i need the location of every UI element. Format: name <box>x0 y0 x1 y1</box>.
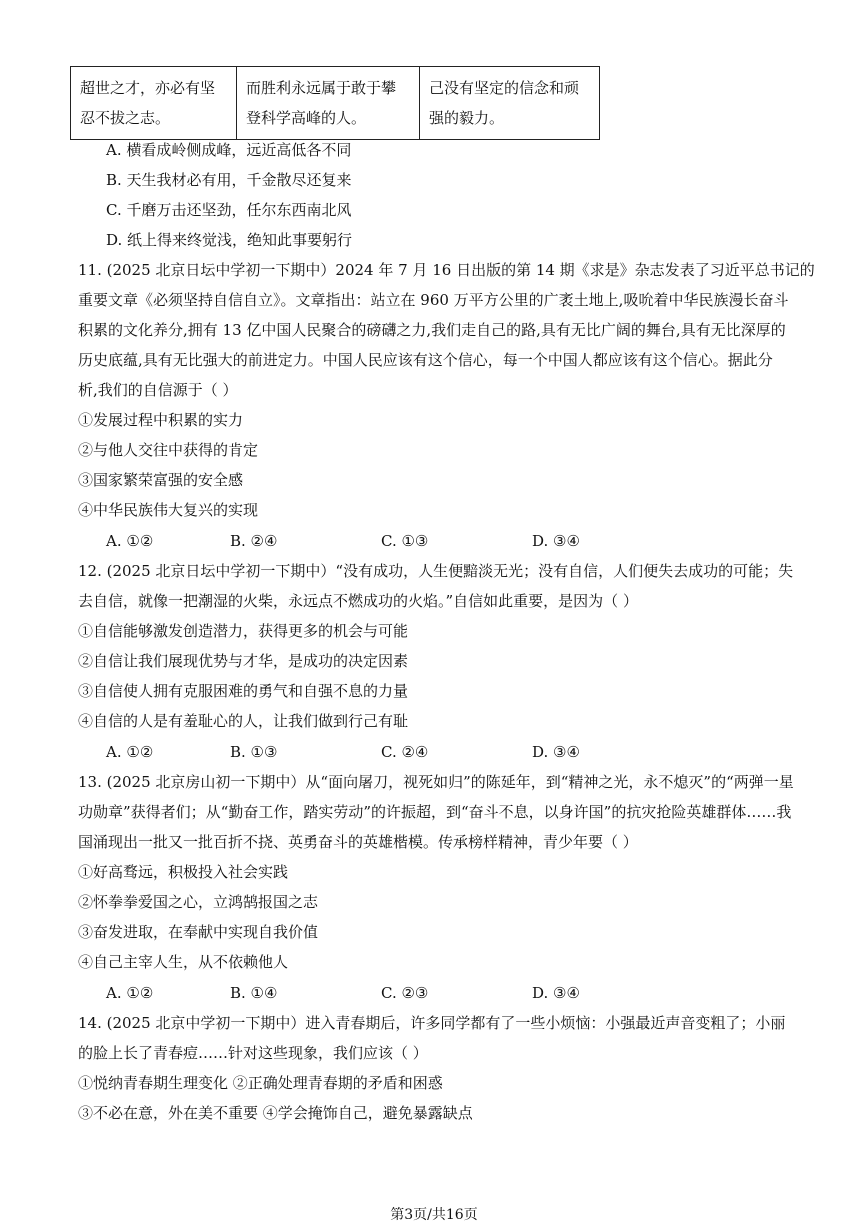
q12-stem-line: 12. (2025 北京日坛中学初一下期中）“没有成功，人生便黯淡无光；没有自信，人们便失去成功的可能；失 <box>78 562 794 580</box>
q11-choices <box>0 531 868 551</box>
q13-choice-a: A. ①② <box>106 984 154 1002</box>
q14-item: ③不必在意，外在美不重要 ④学会掩饰自己，避免暴露缺点 <box>78 1104 473 1122</box>
q12-item: ④自信的人是有羞耻心的人，让我们做到行己有耻 <box>78 712 409 730</box>
q14-stem-line: 的脸上长了青春痘……针对这些现象，我们应该（ ） <box>78 1044 428 1062</box>
q12-choice-b: B. ①③ <box>230 743 278 761</box>
q13-stem-line: 13. (2025 北京房山初一下期中）从“面向屠刀，视死如归”的陈延年，到“精神之光，永不熄灭”的“两弹一星 <box>78 773 794 791</box>
q11-item: ②与他人交往中获得的肯定 <box>78 441 259 459</box>
q13-item: ②怀拳拳爱国之心，立鸿鹄报国之志 <box>78 893 319 911</box>
q11-choice-d: D. ③④ <box>532 532 580 550</box>
q11-choice-b: B. ②④ <box>230 532 278 550</box>
q13-item: ③奋发进取，在奉献中实现自我价值 <box>78 923 319 941</box>
q12-choice-a: A. ①② <box>106 743 154 761</box>
q12-item: ③自信使人拥有克服困难的勇气和自强不息的力量 <box>78 682 409 700</box>
q13-choices <box>0 983 868 1003</box>
q12-choice-d: D. ③④ <box>532 743 580 761</box>
quote-table <box>70 66 600 140</box>
q11-choice-a: A. ①② <box>106 532 154 550</box>
q10-option-c: C. 千磨万击还坚劲，任尔东西南北风 <box>106 201 352 219</box>
q13-choice-d: D. ③④ <box>532 984 580 1002</box>
q13-stem-line: 国涌现出一批又一批百折不挠、英勇奋斗的英雄楷模。传承榜样精神，青少年要（ ） <box>78 833 638 851</box>
q13-choice-c: C. ②③ <box>381 984 429 1002</box>
q13-choice-b: B. ①④ <box>230 984 278 1002</box>
table-cell: 己没有坚定的信念和顽强的毅力。 <box>420 67 600 140</box>
table-cell: 而胜利永远属于敢于攀登科学高峰的人。 <box>237 67 420 140</box>
q12-choice-c: C. ②④ <box>381 743 429 761</box>
q13-item: ④自己主宰人生，从不依赖他人 <box>78 953 289 971</box>
q10-option-d: D. 纸上得来终觉浅，绝知此事要躬行 <box>106 231 353 249</box>
q10-option-b: B. 天生我材必有用，千金散尽还复来 <box>106 171 352 189</box>
q11-choice-c: C. ①③ <box>381 532 429 550</box>
q12-item: ①自信能够激发创造潜力，获得更多的机会与可能 <box>78 622 409 640</box>
q13-stem-line: 功勋章”获得者们；从“勤奋工作，踏实劳动”的许振超，到“奋斗不息，以身许国”的抗灾抢险英雄群体……我 <box>78 803 792 821</box>
q12-item: ②自信让我们展现优势与才华，是成功的决定因素 <box>78 652 409 670</box>
q11-item: ①发展过程中积累的实力 <box>78 411 244 429</box>
q11-item: ④中华民族伟大复兴的实现 <box>78 501 259 519</box>
q14-stem-line: 14. (2025 北京中学初一下期中）进入青春期后，许多同学都有了一些小烦恼：小强最近声音变粗了；小丽 <box>78 1014 786 1032</box>
q11-stem-line: 析,我们的自信源于（ ） <box>78 381 238 399</box>
q11-item: ③国家繁荣富强的安全感 <box>78 471 244 489</box>
page-number: 第3页/共16页 <box>390 1207 478 1223</box>
table-row <box>71 67 600 140</box>
q13-item: ①好高骛远，积极投入社会实践 <box>78 863 289 881</box>
q11-stem-line: 积累的文化养分,拥有 13 亿中国人民聚合的磅礴之力,我们走自己的路,具有无比广阔的舞台,具有无比深厚的 <box>78 321 786 339</box>
q14-item: ①悦纳青春期生理变化 ②正确处理青春期的矛盾和困惑 <box>78 1074 443 1092</box>
q11-stem-line: 历史底蕴,具有无比强大的前进定力。中国人民应该有这个信心，每一个中国人都应该有这个信心。据此分 <box>78 351 773 369</box>
table-cell: 超世之才，亦必有坚忍不拔之志。 <box>71 67 237 140</box>
q11-stem-line: 重要文章《必须坚持自信自立》。文章指出：站立在 960 万平方公里的广袤土地上,吸吮着中华民族漫长奋斗 <box>78 291 789 309</box>
q10-option-a: A. 横看成岭侧成峰，远近高低各不同 <box>106 141 352 159</box>
q12-choices <box>0 742 868 762</box>
q12-stem-line: 去自信，就像一把潮湿的火柴，永远点不燃成功的火焰。”自信如此重要，是因为（ ） <box>78 592 638 610</box>
q11-stem-line: 11. (2025 北京日坛中学初一下期中）2024 年 7 月 16 日出版的第 14 期《求是》杂志发表了习近平总书记的 <box>78 261 815 279</box>
